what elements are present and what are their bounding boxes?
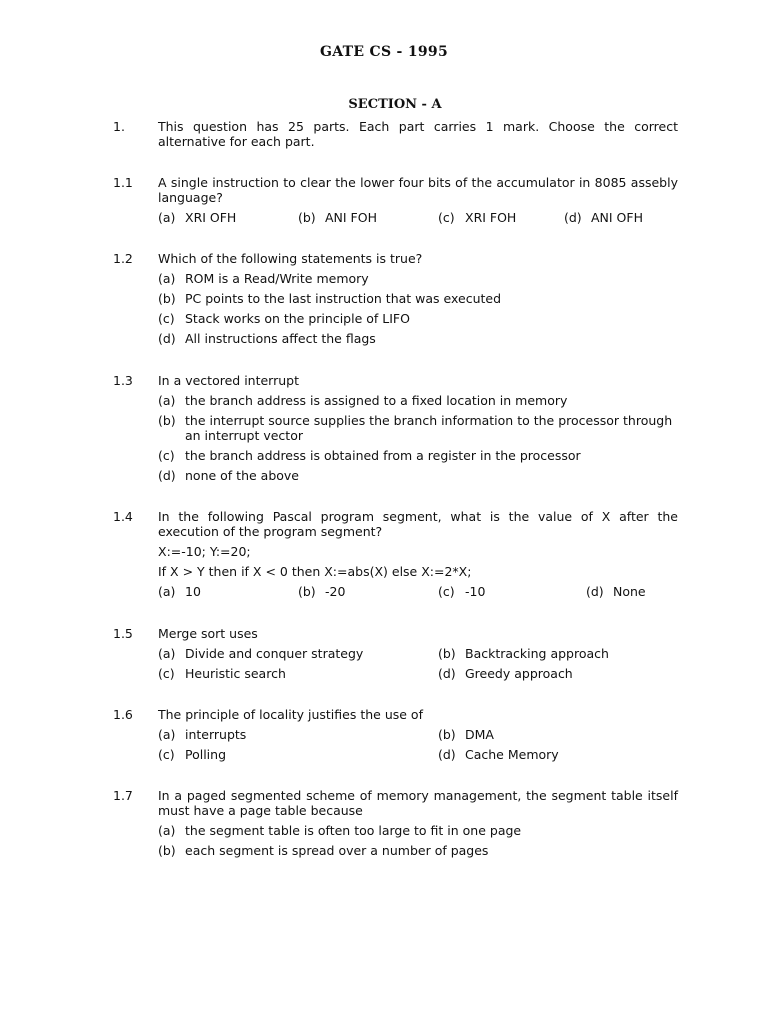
option-b <box>158 413 678 443</box>
option-label: (d) <box>158 468 176 483</box>
page-title: GATE CS - 1995 <box>320 44 448 60</box>
question-number: 1.7 <box>113 788 133 803</box>
option-row <box>158 584 678 599</box>
option-label: (d) <box>586 584 604 599</box>
option-label: (a) <box>158 646 176 661</box>
option-a <box>158 646 363 661</box>
question-text: A single instruction to clear the lower four bits of the accumulator in 8085 assebly language? <box>158 175 678 205</box>
question-number: 1. <box>113 119 125 134</box>
option-row <box>158 666 678 681</box>
option-a <box>158 393 678 408</box>
option-label: (a) <box>158 210 176 225</box>
option-b <box>298 210 377 225</box>
option-text: the interrupt source supplies the branch information to the processor through an interrupt vector <box>185 413 673 443</box>
code-line: If X > Y then if X < 0 then X:=abs(X) else X:=2*X; <box>158 564 472 579</box>
option-a <box>158 727 246 742</box>
option-label: (b) <box>158 291 176 306</box>
option-d <box>158 331 678 346</box>
option-text: -10 <box>465 584 486 599</box>
option-text: All instructions affect the flags <box>185 331 376 346</box>
option-label: (c) <box>158 311 175 326</box>
option-text: ANI FOH <box>325 210 377 225</box>
option-label: (d) <box>564 210 582 225</box>
option-label: (b) <box>438 646 456 661</box>
question-1 <box>0 119 768 149</box>
question-text: Which of the following statements is true? <box>158 251 423 266</box>
question-text: In a paged segmented scheme of memory management, the segment table itself must have a page table because <box>158 788 678 818</box>
option-label: (c) <box>158 666 175 681</box>
option-c <box>158 311 678 326</box>
option-row <box>158 646 678 661</box>
option-b <box>438 727 494 742</box>
option-b <box>158 291 678 306</box>
option-c <box>438 584 485 599</box>
option-a <box>158 584 201 599</box>
option-b <box>438 646 609 661</box>
option-label: (c) <box>438 584 455 599</box>
question-text: Merge sort uses <box>158 626 258 641</box>
option-text: Polling <box>185 747 227 762</box>
question-1-4 <box>0 509 768 599</box>
option-label: (b) <box>158 843 176 858</box>
question-1-3 <box>0 373 768 483</box>
question-number: 1.4 <box>113 509 133 524</box>
option-c <box>158 666 286 681</box>
option-a <box>158 210 236 225</box>
option-text: ROM is a Read/Write memory <box>185 271 369 286</box>
option-label: (b) <box>298 210 316 225</box>
option-label: (d) <box>438 747 456 762</box>
option-text: the segment table is often too large to fit in one page <box>185 823 522 838</box>
option-label: (d) <box>158 331 176 346</box>
option-d <box>438 747 559 762</box>
option-d <box>158 468 678 483</box>
option-text: None <box>613 584 646 599</box>
option-text: Stack works on the principle of LIFO <box>185 311 410 326</box>
option-text: Heuristic search <box>185 666 286 681</box>
question-text: In a vectored interrupt <box>158 373 299 388</box>
option-text: none of the above <box>185 468 299 483</box>
option-label: (b) <box>438 727 456 742</box>
option-text: each segment is spread over a number of pages <box>185 843 489 858</box>
question-1-6 <box>0 707 768 762</box>
option-row <box>158 747 678 762</box>
option-label: (c) <box>438 210 455 225</box>
option-text: the branch address is obtained from a register in the processor <box>185 448 581 463</box>
option-label: (d) <box>438 666 456 681</box>
option-b <box>158 843 678 858</box>
question-number: 1.5 <box>113 626 133 641</box>
option-label: (b) <box>158 413 176 428</box>
option-text: Greedy approach <box>465 666 573 681</box>
option-d <box>586 584 646 599</box>
option-label: (c) <box>158 448 175 463</box>
question-1-7 <box>0 788 768 858</box>
option-label: (a) <box>158 727 176 742</box>
option-text: PC points to the last instruction that was executed <box>185 291 502 306</box>
question-number: 1.2 <box>113 251 133 266</box>
option-text: ANI OFH <box>591 210 643 225</box>
option-a <box>158 271 678 286</box>
option-c <box>158 747 226 762</box>
option-text: the branch address is assigned to a fixed location in memory <box>185 393 568 408</box>
question-number: 1.1 <box>113 175 133 190</box>
option-label: (a) <box>158 393 176 408</box>
option-c <box>438 210 516 225</box>
option-row <box>158 210 678 225</box>
option-row <box>158 727 678 742</box>
option-c <box>158 448 678 463</box>
question-1-1 <box>0 175 768 225</box>
option-d <box>564 210 643 225</box>
question-number: 1.3 <box>113 373 133 388</box>
option-text: XRI OFH <box>185 210 237 225</box>
code-line: X:=-10; Y:=20; <box>158 544 251 559</box>
option-label: (b) <box>298 584 316 599</box>
option-text: Cache Memory <box>465 747 559 762</box>
option-d <box>438 666 573 681</box>
question-text: The principle of locality justifies the use of <box>158 707 423 722</box>
option-text: Backtracking approach <box>465 646 609 661</box>
question-text: In the following Pascal program segment, what is the value of X after the execution of the program segment? <box>158 509 678 539</box>
question-1-2 <box>0 251 768 346</box>
option-label: (a) <box>158 271 176 286</box>
option-text: interrupts <box>185 727 247 742</box>
option-text: DMA <box>465 727 494 742</box>
option-text: 10 <box>185 584 201 599</box>
option-label: (c) <box>158 747 175 762</box>
question-number: 1.6 <box>113 707 133 722</box>
option-label: (a) <box>158 584 176 599</box>
section-heading: SECTION - A <box>348 97 442 112</box>
question-text: This question has 25 parts. Each part carries 1 mark. Choose the correct alternative for each part. <box>158 119 678 149</box>
question-1-5 <box>0 626 768 681</box>
option-label: (a) <box>158 823 176 838</box>
option-text: Divide and conquer strategy <box>185 646 364 661</box>
option-b <box>298 584 345 599</box>
option-text: -20 <box>325 584 346 599</box>
option-a <box>158 823 678 838</box>
option-text: XRI FOH <box>465 210 517 225</box>
